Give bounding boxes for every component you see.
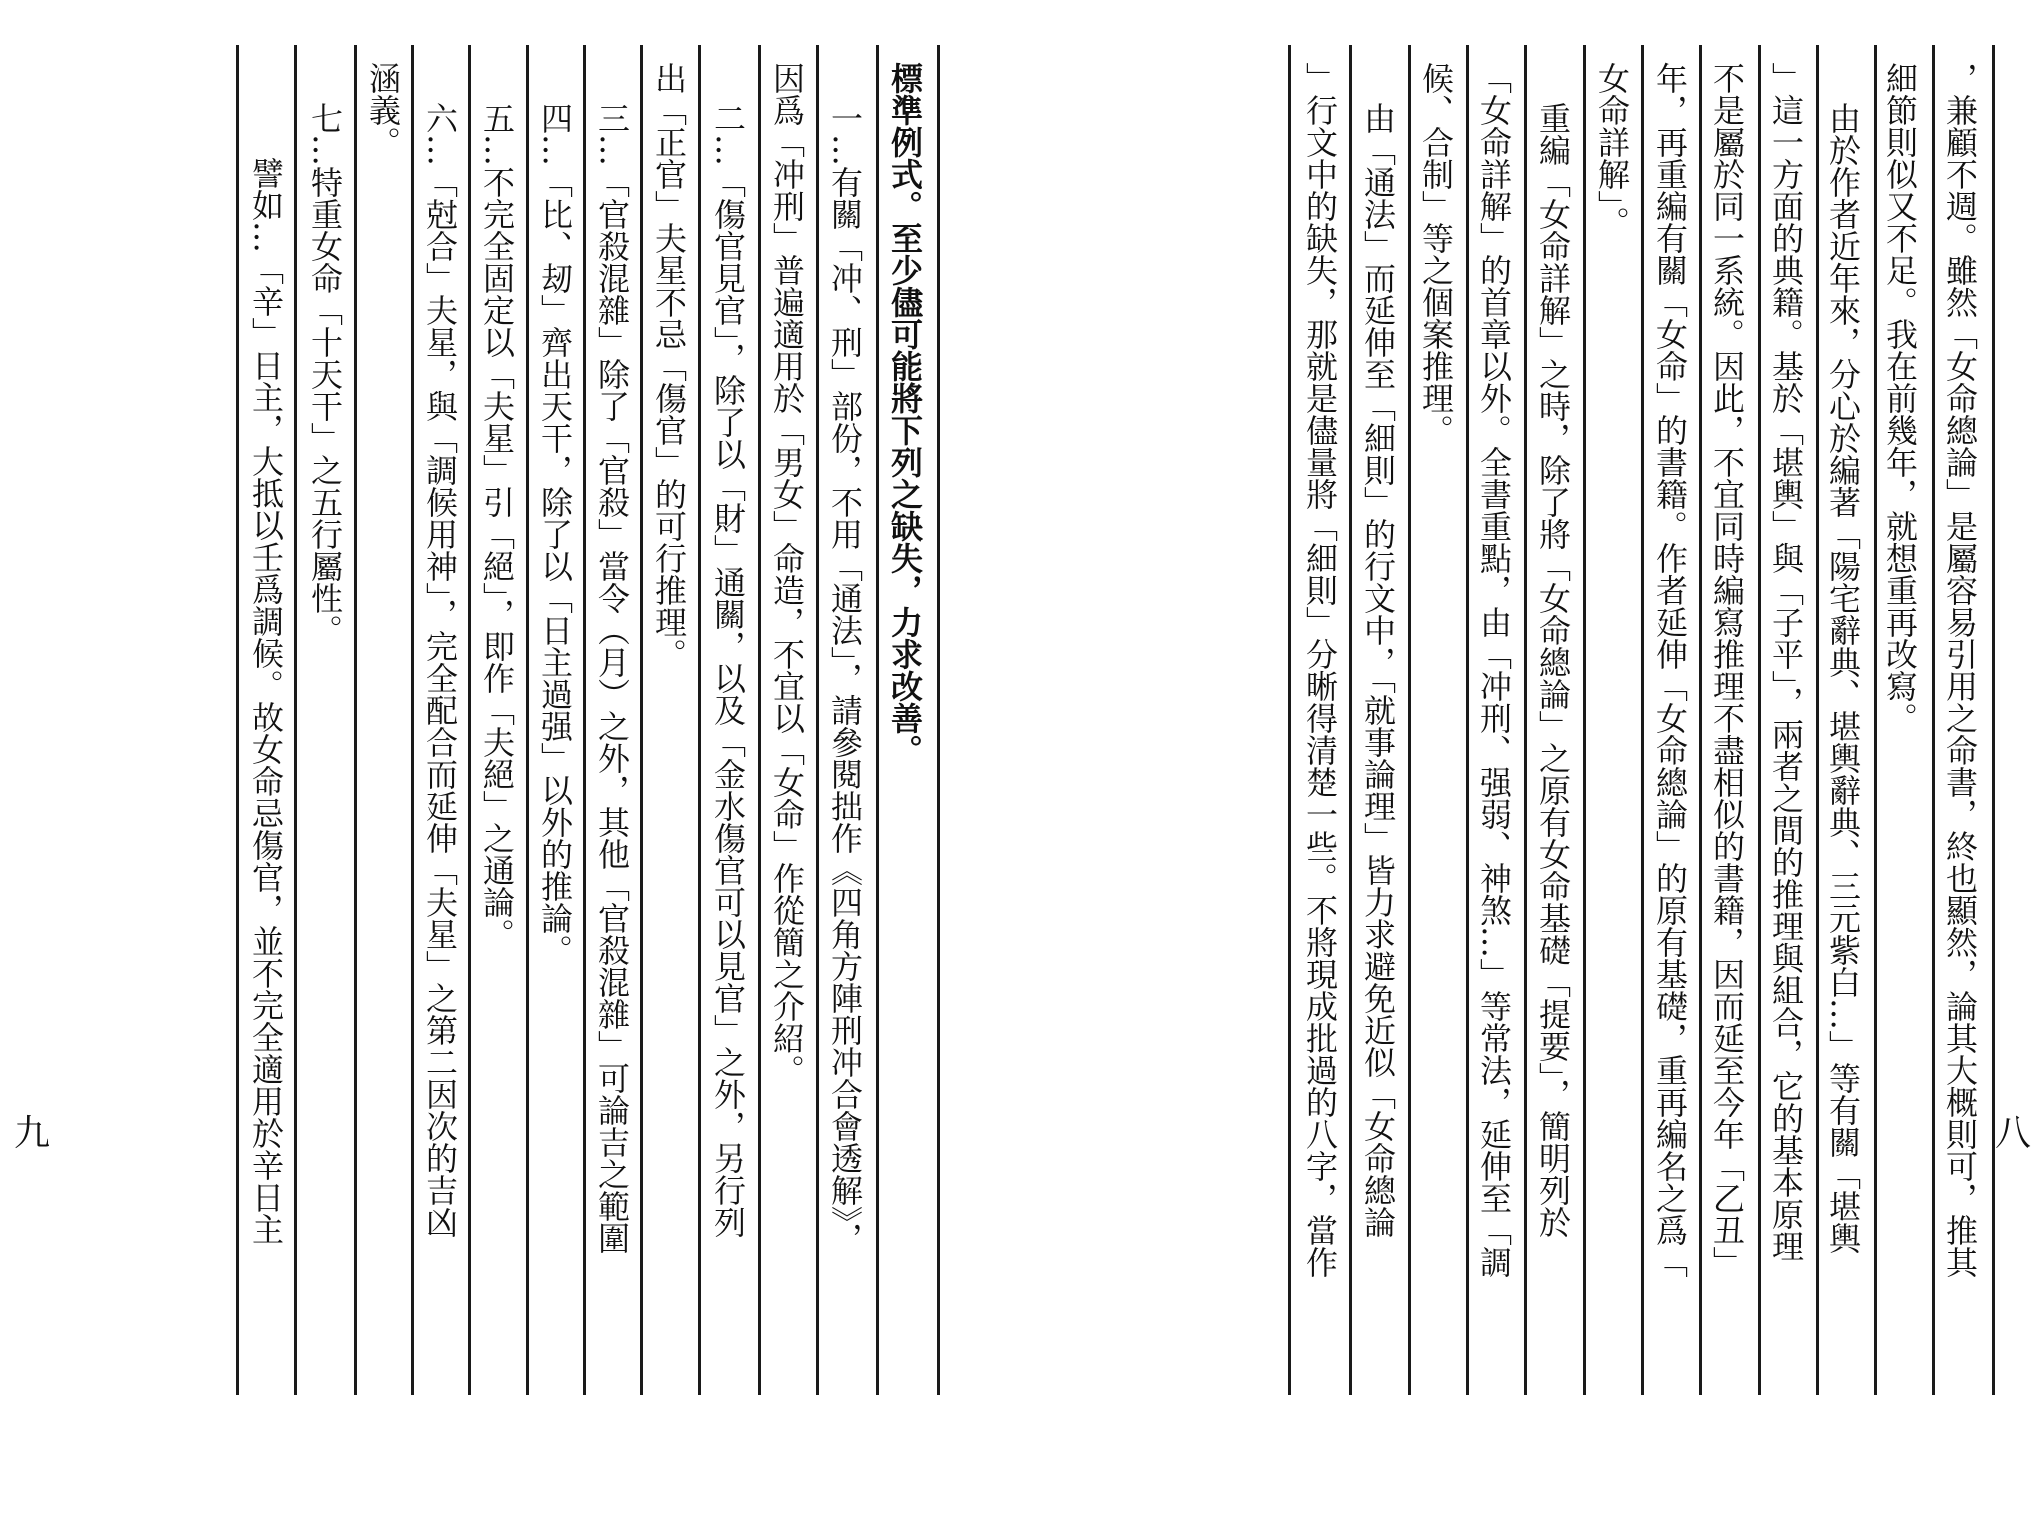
column-rule: [526, 45, 529, 1395]
text-column: 」行文中的缺失，那就是儘量將「細則」分晰得清楚一些。不將現成批過的八字，當作: [1301, 62, 1339, 1278]
text-column: 五…不完全固定以「夫星」引「絕」，即作「夫絕」之通論。: [478, 102, 516, 950]
section-heading: 標準例式。至少儘可能將下列之缺失，力求改善。: [886, 62, 924, 766]
column-rule: [583, 45, 586, 1395]
column-rule: [698, 45, 701, 1395]
column-rule: [1699, 45, 1702, 1395]
column-rule: [354, 45, 357, 1395]
column-rule: [411, 45, 414, 1395]
text-column: 譬如…「辛」日主，大抵以壬爲調候。故女命忌傷官，並不完全適用於辛日主: [247, 157, 285, 1245]
text-column: 女命詳解」。: [1593, 62, 1631, 238]
page-number: 八: [1995, 1113, 2032, 1154]
column-rule: [816, 45, 819, 1395]
column-rule: [640, 45, 643, 1395]
text-column: 」這一方面的典籍。基於「堪輿」與「子平」，兩者之間的推理與組合，它的基本原理: [1767, 62, 1805, 1262]
column-rule: [1524, 45, 1527, 1395]
text-column: 七…特重女命「十天干」之五行屬性。: [306, 102, 344, 646]
column-rule: [1992, 45, 1995, 1395]
text-column: ，兼顧不週。雖然「女命總論」是屬容易引用之命書，終也顯然，論其大概則可，推其: [1941, 62, 1979, 1278]
text-column: 一…有關「冲、刑」部份，不用「通法」，請參閱拙作《四角方陣刑冲合會透解》，: [826, 102, 864, 1254]
column-rule: [236, 45, 239, 1395]
right-page: [1020, 0, 2041, 1424]
text-column: 四…「比、刼」齊出天干，除了以「日主過强」以外的推論。: [536, 102, 574, 966]
column-rule: [876, 45, 879, 1395]
text-column: 六…「尅合」夫星，與「調候用神」，完全配合而延伸「夫星」之第二因次的吉凶: [421, 102, 459, 1238]
column-rule: [937, 45, 940, 1395]
column-rule: [1349, 45, 1352, 1395]
text-column: 由於作者近年來，分心於編著「陽宅辭典、堪輿辭典、三元紫白…」等有關「堪輿: [1824, 102, 1862, 1254]
column-rule: [1932, 45, 1935, 1395]
text-column: 三…「官殺混雜」除了「官殺」當令（月）之外，其他「官殺混雜」可論吉之範圍: [593, 102, 631, 1254]
column-rule: [1816, 45, 1819, 1395]
column-rule: [758, 45, 761, 1395]
text-column: 不是屬於同一系統。因此，不宜同時編寫推理不盡相似的書籍，因而延至今年「乙丑」: [1708, 62, 1746, 1278]
text-column: 年，再重編有關「女命」的書籍。作者延伸「女命總論」的原有基礎，重再編名之爲「: [1651, 62, 1689, 1278]
column-rule: [1758, 45, 1761, 1395]
text-column: 由「通法」而延伸至「細則」的行文中，「就事論理」皆力求避免近似「女命總論: [1359, 102, 1397, 1238]
column-rule: [1408, 45, 1411, 1395]
text-column: 涵義。: [364, 62, 402, 158]
column-rule: [468, 45, 471, 1395]
left-page: [0, 0, 1020, 1424]
page-number: 九: [14, 1113, 51, 1154]
column-rule: [1641, 45, 1644, 1395]
text-column: 重編「女命詳解」之時，除了將「女命總論」之原有女命基礎「提要」，簡明列於: [1534, 102, 1572, 1238]
text-column: 出「正官」夫星不忌「傷官」的可行推理。: [650, 62, 688, 670]
column-rule: [1466, 45, 1469, 1395]
column-rule: [294, 45, 297, 1395]
text-column: 二…「傷官見官」，除了以「財」通關，以及「金水傷官可以見官」之外，另行列: [709, 102, 747, 1238]
text-column: 候、合制」等之個案推理。: [1417, 62, 1455, 446]
text-column: 因爲「冲刑」普遍適用於「男女」命造，不宜以「女命」作從簡之介紹。: [768, 62, 806, 1086]
column-rule: [1874, 45, 1877, 1395]
text-column: 「女命詳解」的首章以外。全書重點，由「冲刑、强弱、神煞…」等常法，延伸至「調: [1475, 62, 1513, 1278]
column-rule: [1288, 45, 1291, 1395]
column-rule: [1583, 45, 1586, 1395]
text-column: 細節則似又不足。我在前幾年，就想重再改寫。: [1881, 62, 1919, 734]
